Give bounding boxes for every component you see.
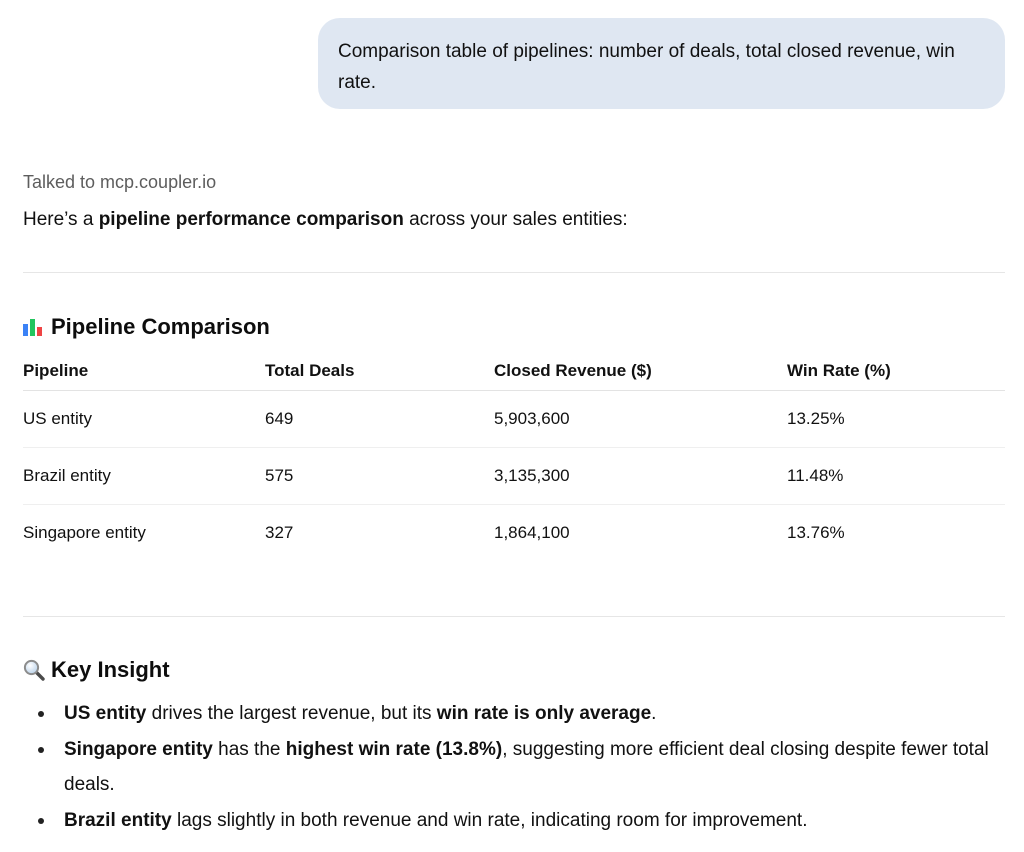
intro-suffix: across your sales entities: bbox=[403, 209, 628, 230]
cell-total-deals: 327 bbox=[265, 523, 294, 542]
divider bbox=[23, 616, 1005, 617]
cell-total-deals: 575 bbox=[265, 448, 494, 505]
cell-closed-revenue: 1,864,100 bbox=[494, 523, 570, 542]
insight-bold: Singapore entity bbox=[64, 738, 213, 760]
cell-total-deals: 649 bbox=[265, 391, 494, 448]
insight-list bbox=[23, 696, 993, 838]
insight-bold: highest win rate (13.8%) bbox=[285, 738, 503, 760]
insight-bold: US entity bbox=[64, 703, 147, 724]
column-header-total-deals: Total Deals bbox=[265, 352, 494, 391]
intro-bold: pipeline performance comparison bbox=[98, 209, 404, 230]
cell-pipeline: Singapore entity bbox=[23, 523, 146, 542]
user-message-bubble bbox=[318, 18, 1005, 109]
insight-text: lags slightly in both revenue and win rate, indicating room for improvement. bbox=[171, 809, 808, 831]
bar-chart-icon bbox=[23, 317, 43, 337]
divider bbox=[23, 272, 1005, 273]
user-message-text: Comparison table of pipelines: number of deals, total closed revenue, win rate. bbox=[338, 41, 955, 93]
cell-pipeline: Brazil entity bbox=[23, 448, 265, 505]
column-header-pipeline: Pipeline bbox=[23, 352, 265, 391]
column-header-win-rate: Win Rate (%) bbox=[787, 352, 1005, 391]
cell-pipeline: US entity bbox=[23, 391, 265, 448]
key-insight-heading bbox=[23, 655, 170, 685]
column-header-closed-revenue: Closed Revenue ($) bbox=[494, 352, 787, 391]
tool-status[interactable]: Talked to mcp.coupler.io bbox=[23, 172, 217, 192]
cell-closed-revenue: 3,135,300 bbox=[494, 448, 787, 505]
table-header-row bbox=[23, 352, 1005, 391]
table-row bbox=[23, 448, 1005, 505]
cell-win-rate: 11.48% bbox=[787, 448, 1005, 505]
list-item bbox=[23, 732, 993, 803]
list-item bbox=[23, 803, 993, 839]
key-insight-title: Key Insight bbox=[51, 657, 170, 682]
magnifier-icon bbox=[23, 659, 45, 681]
cell-win-rate: 13.25% bbox=[787, 391, 1005, 448]
insight-bold: Brazil entity bbox=[64, 809, 172, 831]
insight-text: has the bbox=[212, 738, 286, 760]
pipeline-comparison-title: Pipeline Comparison bbox=[51, 314, 270, 339]
cell-win-rate: 13.76% bbox=[787, 523, 845, 542]
insight-text: , suggesting more efficient deal closing despite fewer total deals. bbox=[64, 738, 989, 795]
intro-text bbox=[23, 206, 628, 233]
table-row bbox=[23, 505, 1005, 562]
list-item bbox=[23, 696, 993, 732]
insight-bold: win rate is only average bbox=[436, 703, 652, 724]
table-row bbox=[23, 391, 1005, 448]
cell-closed-revenue: 5,903,600 bbox=[494, 391, 787, 448]
intro-prefix: Here’s a bbox=[23, 209, 99, 230]
insight-text: drives the largest revenue, but its bbox=[146, 703, 437, 724]
pipeline-comparison-heading bbox=[23, 312, 270, 342]
pipeline-comparison-table bbox=[23, 352, 1005, 561]
insight-text: . bbox=[651, 703, 657, 724]
